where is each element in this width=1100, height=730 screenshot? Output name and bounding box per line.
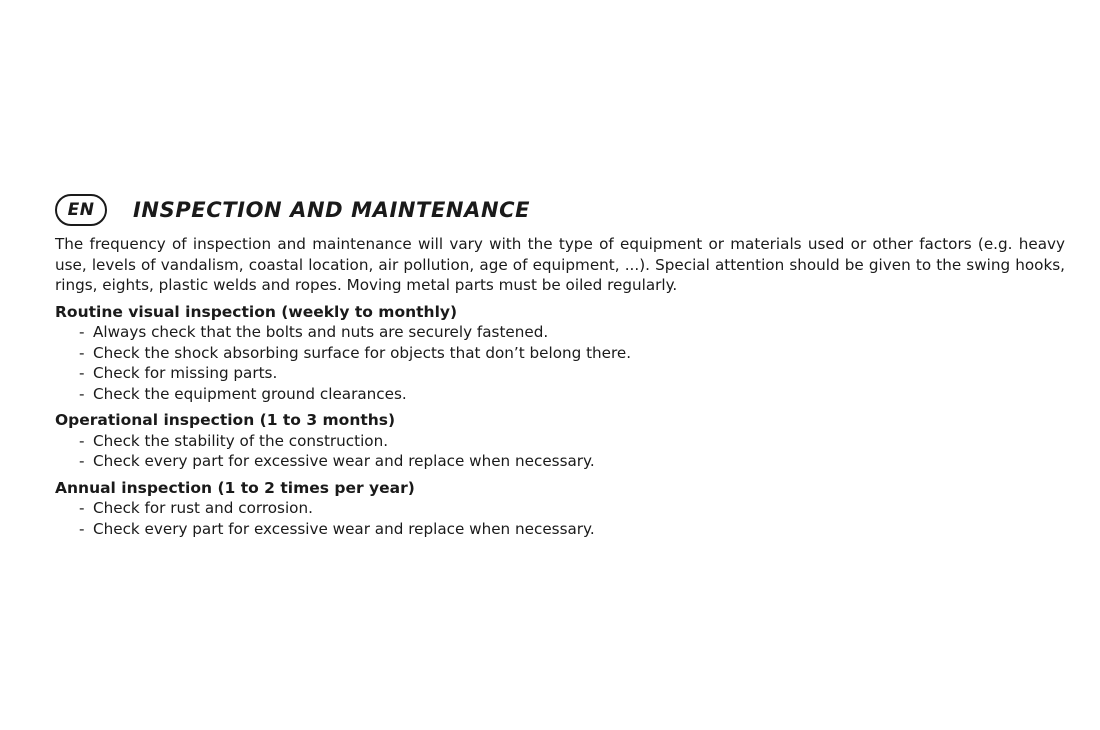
list-dash: - — [79, 431, 85, 450]
document-page — [55, 190, 1065, 539]
list-dash: - — [79, 499, 85, 517]
section-routine-inspection — [55, 302, 1065, 405]
list-item-text: Check for missing parts. — [93, 364, 278, 382]
language-badge: EN — [55, 194, 107, 226]
list-dash: - — [79, 343, 85, 362]
checklist — [55, 322, 1065, 404]
list-dash: - — [79, 364, 85, 382]
list-dash: - — [79, 452, 85, 470]
list-item-text: Check every part for excessive wear and replace when necessary. — [93, 452, 595, 470]
list-dash: - — [79, 519, 85, 538]
page-title: INSPECTION AND MAINTENANCE — [133, 198, 531, 222]
list-item — [79, 384, 1065, 405]
section-operational-inspection — [55, 410, 1065, 472]
list-dash: - — [79, 384, 85, 403]
list-dash: - — [79, 323, 85, 341]
list-item — [79, 451, 1065, 472]
list-item-text: Check the stability of the construction. — [93, 431, 389, 450]
list-item-text: Check every part for excessive wear and replace when necessary. — [93, 519, 595, 538]
list-item — [79, 363, 1065, 384]
section-annual-inspection — [55, 478, 1065, 540]
list-item — [79, 343, 1065, 364]
checklist — [55, 431, 1065, 472]
section-heading: Operational inspection (1 to 3 months) — [55, 411, 396, 429]
list-item-text: Always check that the bolts and nuts are securely fastened. — [93, 323, 549, 341]
list-item-text: Check for rust and corrosion. — [93, 499, 313, 517]
list-item-text: Check the shock absorbing surface for objects that don’t belong there. — [93, 343, 632, 362]
list-item — [79, 322, 1065, 343]
list-item — [79, 431, 1065, 452]
checklist — [55, 498, 1065, 539]
list-item-text: Check the equipment ground clearances. — [93, 384, 407, 403]
list-item — [79, 519, 1065, 540]
section-header — [55, 190, 1065, 230]
section-heading: Routine visual inspection (weekly to monthly) — [55, 302, 458, 321]
intro-paragraph: The frequency of inspection and maintenance will vary with the type of equipment or materials used or other factors (e.g. heavy use, levels of vandalism, coastal location, air pollution, age of equipment, ...). Special attention should be given to the swing hooks, rings, eights, plastic welds and ropes. Moving metal parts must be oiled regularly. — [55, 235, 1065, 294]
section-heading: Annual inspection (1 to 2 times per year) — [55, 478, 415, 497]
list-item — [79, 498, 1065, 519]
